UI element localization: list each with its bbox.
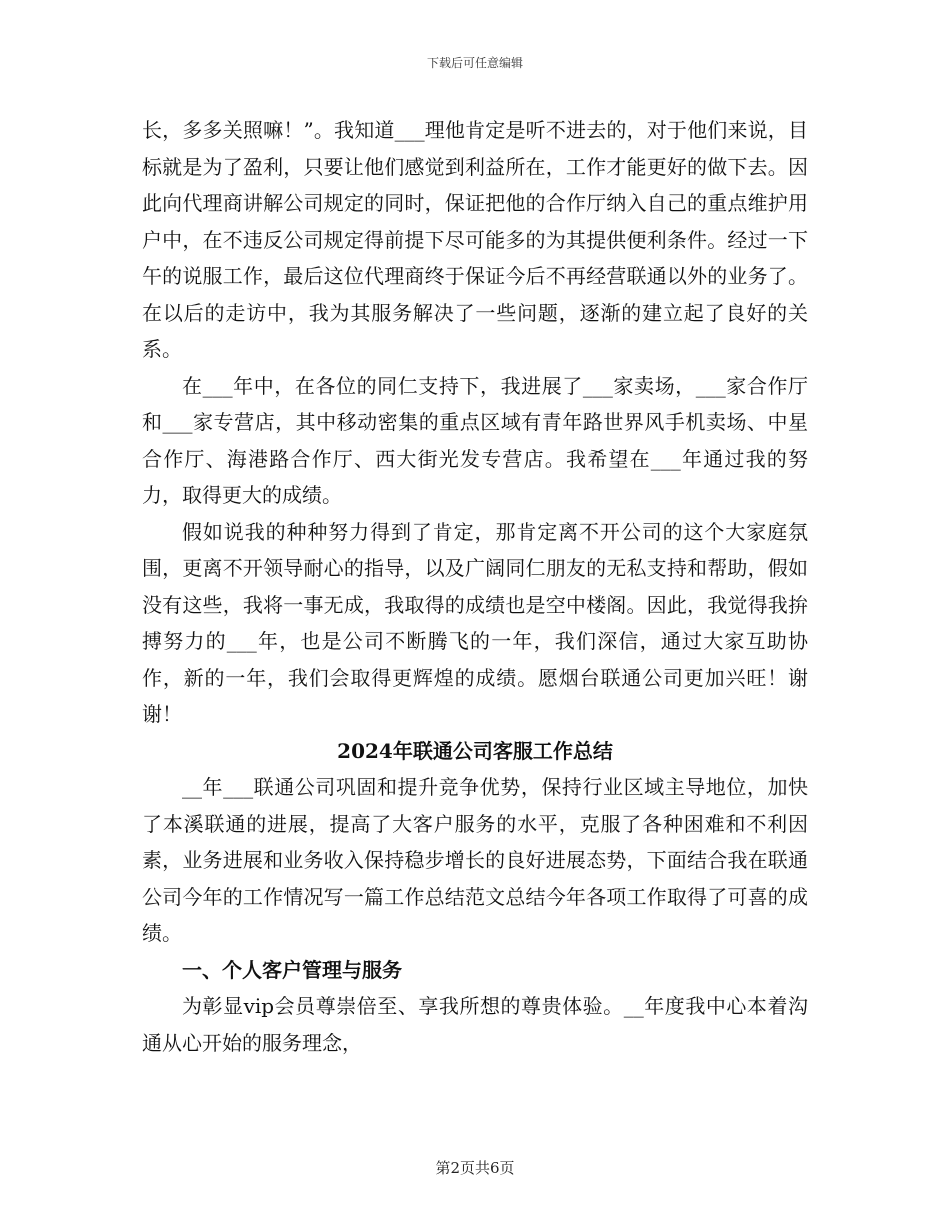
section-heading-personal-customer: 一、个人客户管理与服务 bbox=[182, 957, 402, 982]
page-header-note: 下载后可任意编辑 bbox=[426, 56, 523, 70]
document-title: 2024年联通公司客服工作总结 bbox=[337, 738, 613, 763]
paragraph-intro: __年___联通公司巩固和提升竞争优势，保持行业区域主导地位，加快了本溪联通的进展，提高了大客户服务的水平，克服了各种困难和不利因素，业务进展和业务收入保持稳步增长的良好进展态势，下面结合我在联通公司今年的工作情况写一篇工作总结范文总结今年各项工作取得了可喜的成绩。 bbox=[142, 775, 808, 945]
paragraph-vip-service: 为彰显vip会员尊崇倍至、享我所想的尊贵体验。__年度我中心本着沟通从心开始的服务理念， bbox=[142, 994, 808, 1055]
paragraph-continuation: 长，多多关照嘛！”。我知道___理他肯定是听不进去的，对于他们来说，目标就是为了盈利，只要让他们感觉到利益所在，工作才能更好的做下去。因此向代理商讲解公司规定的同时，保证把他的合作厅纳入自己的重点维护用户中，在不违反公司规定得前提下尽可能多的为其提供便利条件。经过一下午的说服工作，最后这位代理商终于保证今后不再经营联通以外的业务了。在以后的走访中，我为其服务解决了一些问题，逐渐的建立起了良好的关系。 bbox=[142, 118, 808, 361]
paragraph-thanks: 假如说我的种种努力得到了肯定，那肯定离不开公司的这个大家庭氛围，更离不开领导耐心的指导，以及广阔同仁朋友的无私支持和帮助，假如没有这些，我将一事无成，我取得的成绩也是空中楼阁。因此，我觉得我拚搏努力的___年，也是公司不断腾飞的一年，我们深信，通过大家互助协作，新的一年，我们会取得更辉煌的成绩。愿烟台联通公司更加兴旺！谢谢！ bbox=[142, 519, 808, 726]
document-body bbox=[142, 112, 808, 1061]
paragraph-achievements: 在___年中，在各位的同仁支持下，我进展了___家卖场，___家合作厅和___家专营店，其中移动密集的重点区域有青年路世界风手机卖场、中星合作厅、海港路合作厅、西大街光发专营店。我希望在___年通过我的努力，取得更大的成绩。 bbox=[142, 373, 808, 507]
page-number: 第2页共6页 bbox=[435, 1159, 515, 1177]
